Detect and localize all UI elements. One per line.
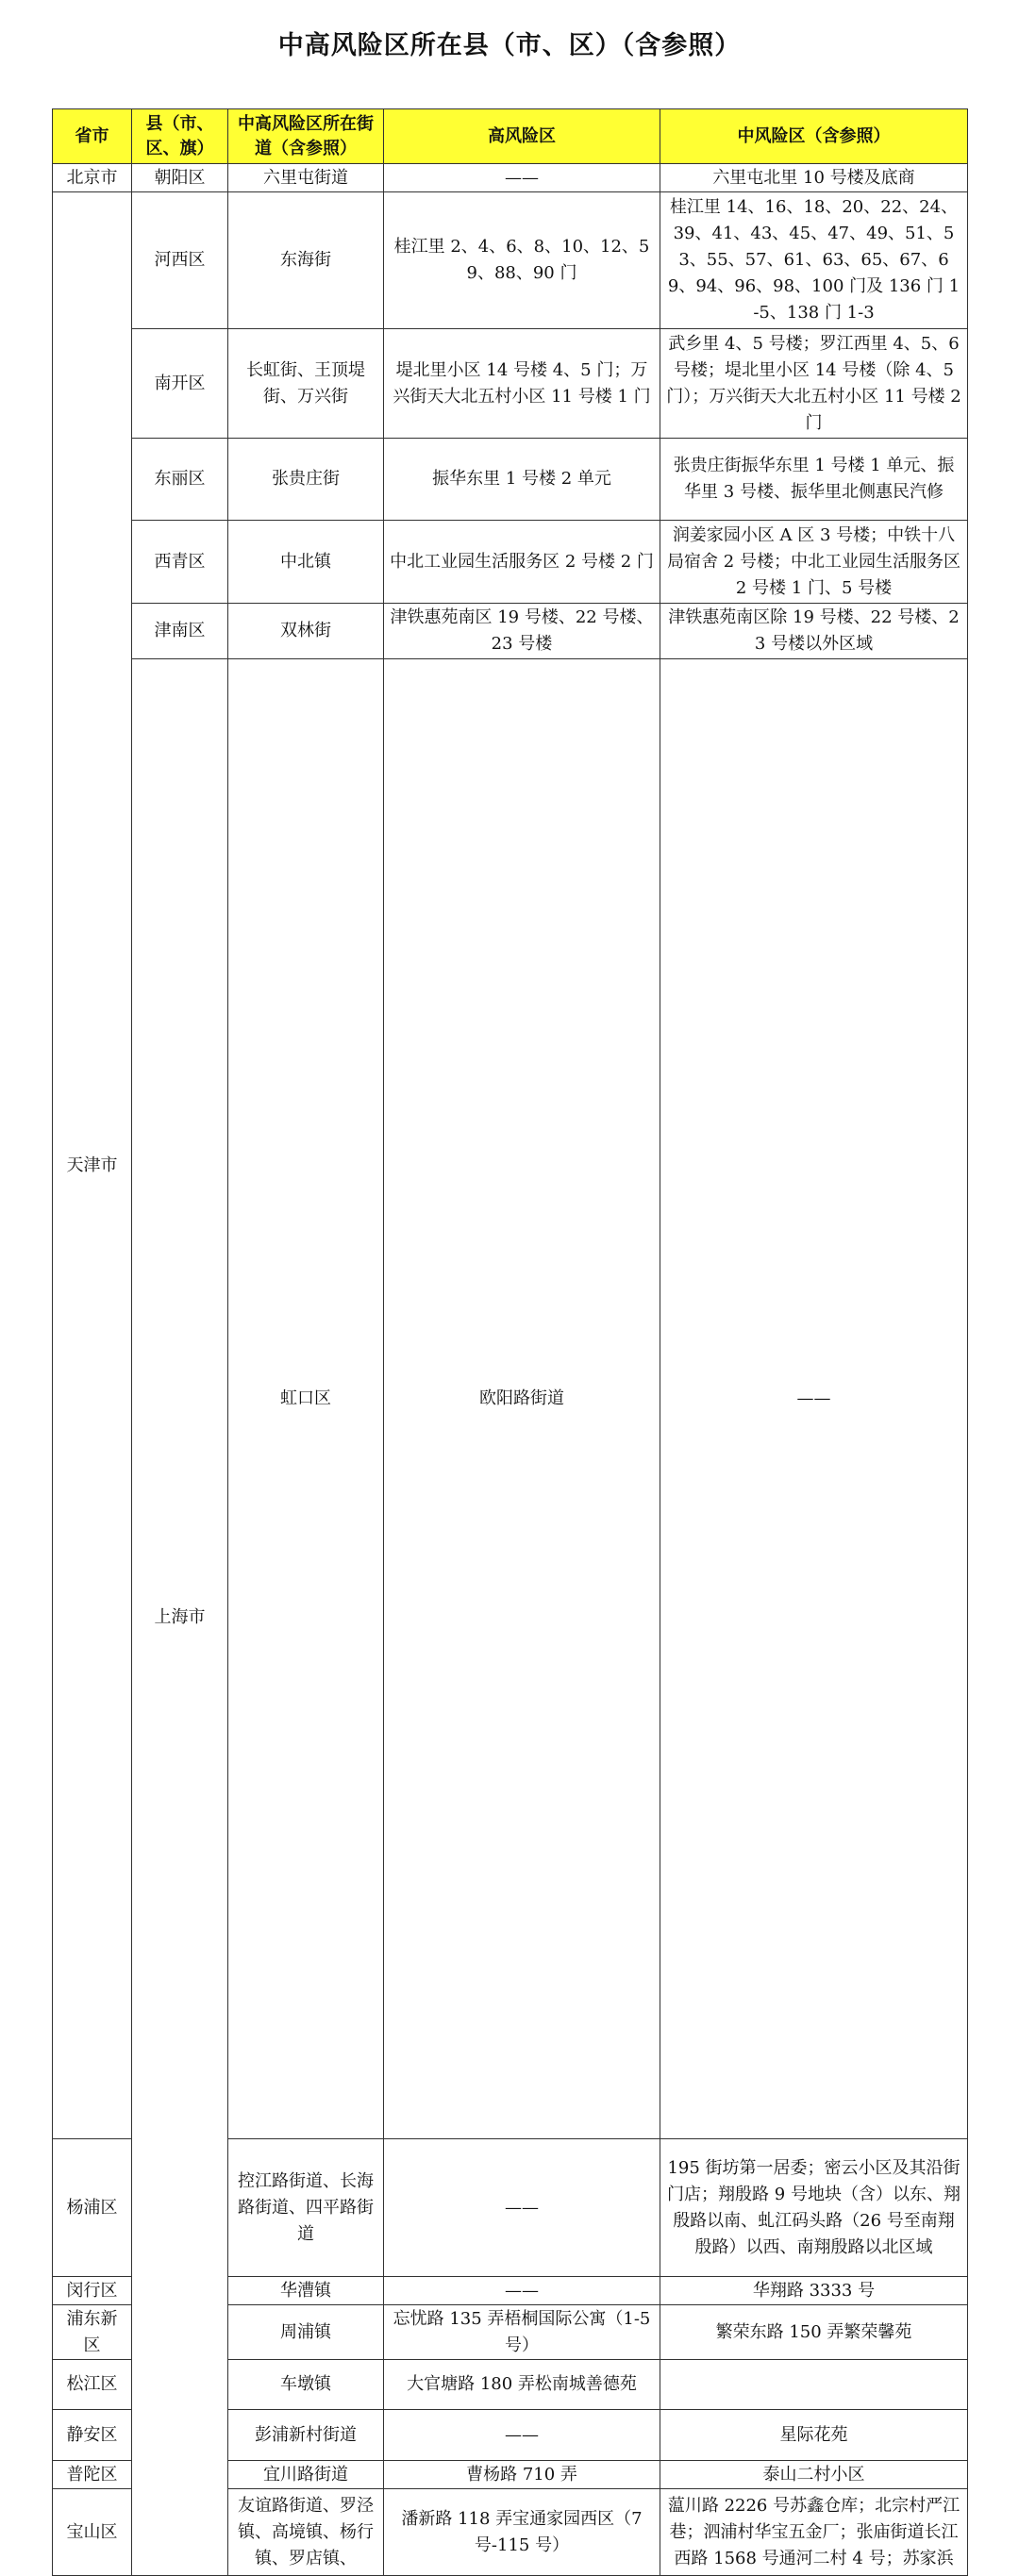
high-risk-cell: 振华东里 1 号楼 2 单元 — [384, 439, 660, 521]
street-cell: 华漕镇 — [228, 2277, 384, 2305]
medium-risk-cell: 195 街坊第一居委；密云小区及其沿街门店；翔殷路 9 号地块（含）以东、翔殷路以南、虬江码头路（26 号至南翔殷路）以西、南翔殷路以北区域 — [660, 2139, 968, 2277]
high-risk-cell: —— — [660, 659, 968, 2139]
table-row — [53, 164, 968, 192]
street-cell: 控江路街道、长海路街道、四平路街道 — [228, 2139, 384, 2277]
county-cell: 南开区 — [132, 329, 228, 439]
high-risk-cell: —— — [384, 164, 660, 192]
header-province: 省市 — [53, 109, 132, 164]
table-row — [53, 604, 968, 659]
county-cell: 普陀区 — [53, 2461, 132, 2489]
county-cell: 虹口区 — [228, 659, 384, 2139]
medium-risk-cell: 繁荣东路 150 弄繁荣馨苑 — [660, 2305, 968, 2360]
high-risk-cell: 津铁惠苑南区 19 号楼、22 号楼、23 号楼 — [384, 604, 660, 659]
medium-risk-cell: 润姜家园小区 A 区 3 号楼；中铁十八局宿舍 2 号楼；中北工业园生活服务区 2 号楼 1 门、5 号楼 — [660, 521, 968, 604]
province-cell: 上海市 — [132, 659, 228, 2576]
medium-risk-cell: 华翔路 3333 号 — [660, 2277, 968, 2305]
county-cell: 杨浦区 — [53, 2139, 132, 2277]
county-cell: 浦东新区 — [53, 2305, 132, 2360]
high-risk-cell: 忘忧路 135 弄梧桐国际公寓（1-5 号） — [384, 2305, 660, 2360]
county-cell: 宝山区 — [53, 2489, 132, 2576]
street-cell: 宜川路街道 — [228, 2461, 384, 2489]
county-cell: 津南区 — [132, 604, 228, 659]
medium-risk-cell: 星际花苑 — [660, 2410, 968, 2461]
street-cell: 周浦镇 — [228, 2305, 384, 2360]
county-cell: 松江区 — [53, 2360, 132, 2410]
page-title: 中高风险区所在县（市、区）（含参照） — [277, 31, 742, 60]
province-cell: 北京市 — [53, 164, 132, 192]
medium-risk-cell: 六里屯北里 10 号楼及底商 — [660, 164, 968, 192]
risk-area-table — [52, 108, 968, 2576]
medium-risk-cell: 武乡里 4、5 号楼；罗江西里 4、5、6 号楼；堤北里小区 14 号楼（除 4、5 门）；万兴街天大北五村小区 11 号楼 2 门 — [660, 329, 968, 439]
county-cell: 河西区 — [132, 192, 228, 329]
street-cell: 双林街 — [228, 604, 384, 659]
table-header-row — [53, 109, 968, 164]
table-row — [53, 521, 968, 604]
header-high-risk: 高风险区 — [384, 109, 660, 164]
high-risk-cell: 桂江里 2、4、6、8、10、12、59、88、90 门 — [384, 192, 660, 329]
high-risk-cell: 曹杨路 710 弄 — [384, 2461, 660, 2489]
table-row — [53, 329, 968, 439]
county-cell: 静安区 — [53, 2410, 132, 2461]
street-cell: 车墩镇 — [228, 2360, 384, 2410]
header-medium-risk: 中风险区（含参照） — [660, 109, 968, 164]
medium-risk-cell: 桂江里 14、16、18、20、22、24、39、41、43、45、47、49、51、53、55、57、61、63、65、67、69、94、96、98、100 门及 136 门 1-5、138 门 1-3 — [660, 192, 968, 329]
high-risk-cell: —— — [384, 2410, 660, 2461]
county-cell: 西青区 — [132, 521, 228, 604]
high-risk-cell: 中北工业园生活服务区 2 号楼 2 门 — [384, 521, 660, 604]
street-cell: 中北镇 — [228, 521, 384, 604]
table-row — [53, 192, 968, 329]
county-cell: 东丽区 — [132, 439, 228, 521]
medium-risk-cell: 津铁惠苑南区除 19 号楼、22 号楼、23 号楼以外区域 — [660, 604, 968, 659]
medium-risk-cell: 蕰川路 2226 号苏鑫仓库；北宗村严江巷；泗浦村华宝五金厂；张庙街道长江西路 1568 号通河二村 4 号；苏家浜 — [660, 2489, 968, 2576]
high-risk-cell: 潘新路 118 弄宝通家园西区（7 号-115 号） — [384, 2489, 660, 2576]
street-cell: 长虹街、王顶堤街、万兴街 — [228, 329, 384, 439]
header-street: 中高风险区所在街道（含参照） — [228, 109, 384, 164]
high-risk-cell: 堤北里小区 14 号楼 4、5 门；万兴街天大北五村小区 11 号楼 1 门 — [384, 329, 660, 439]
street-cell: 东海街 — [228, 192, 384, 329]
county-cell: 闵行区 — [53, 2277, 132, 2305]
province-cell: 天津市 — [53, 192, 132, 2139]
street-cell: 六里屯街道 — [228, 164, 384, 192]
county-cell: 朝阳区 — [132, 164, 228, 192]
header-county: 县（市、区、旗） — [132, 109, 228, 164]
street-cell: 欧阳路街道 — [384, 659, 660, 2139]
table-row — [53, 659, 968, 2139]
high-risk-cell: —— — [384, 2277, 660, 2305]
medium-risk-cell — [660, 2360, 968, 2410]
table-row — [53, 439, 968, 521]
medium-risk-cell: 张贵庄街振华东里 1 号楼 1 单元、振华里 3 号楼、振华里北侧惠民汽修 — [660, 439, 968, 521]
medium-risk-cell: 泰山二村小区 — [660, 2461, 968, 2489]
high-risk-cell: —— — [384, 2139, 660, 2277]
street-cell: 彭浦新村街道 — [228, 2410, 384, 2461]
high-risk-cell: 大官塘路 180 弄松南城善德苑 — [384, 2360, 660, 2410]
street-cell: 张贵庄街 — [228, 439, 384, 521]
street-cell: 友谊路街道、罗泾镇、高境镇、杨行镇、罗店镇、 — [228, 2489, 384, 2576]
